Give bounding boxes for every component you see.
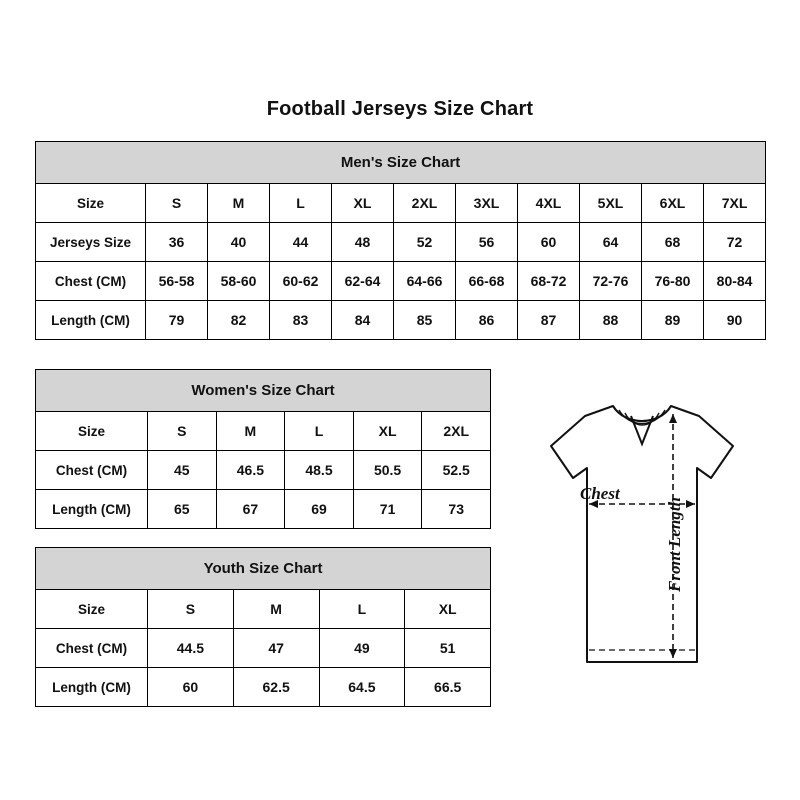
- table-row: [36, 629, 491, 668]
- cell: 64: [580, 223, 642, 262]
- table-row: [36, 223, 766, 262]
- column-header-l: L: [319, 590, 405, 629]
- cell: 83: [270, 301, 332, 340]
- column-header-m: M: [216, 412, 285, 451]
- cell: 48.5: [285, 451, 354, 490]
- cell: 51: [405, 629, 491, 668]
- column-header-4xl: 4XL: [518, 184, 580, 223]
- table-caption-row: [36, 142, 766, 184]
- column-header-xl: XL: [405, 590, 491, 629]
- row-label-length-cm: Length (CM): [36, 490, 148, 529]
- column-header-size: Size: [36, 184, 146, 223]
- cell: 90: [704, 301, 766, 340]
- table-header-row: [36, 412, 491, 451]
- youth-size-table: [35, 547, 491, 707]
- cell: 65: [148, 490, 217, 529]
- row-label-chest-cm: Chest (CM): [36, 629, 148, 668]
- table-caption-row: [36, 548, 491, 590]
- column-header-5xl: 5XL: [580, 184, 642, 223]
- cell: 46.5: [216, 451, 285, 490]
- cell: 45: [148, 451, 217, 490]
- cell: 68-72: [518, 262, 580, 301]
- cell: 66-68: [456, 262, 518, 301]
- table-row: [36, 668, 491, 707]
- front-length-measure-label: Front Length: [665, 497, 684, 592]
- cell: 60: [148, 668, 234, 707]
- column-header-size: Size: [36, 412, 148, 451]
- cell: 89: [642, 301, 704, 340]
- cell: 58-60: [208, 262, 270, 301]
- cell: 88: [580, 301, 642, 340]
- cell: 85: [394, 301, 456, 340]
- row-label-jerseys-size: Jerseys Size: [36, 223, 146, 262]
- cell: 80-84: [704, 262, 766, 301]
- cell: 52.5: [422, 451, 491, 490]
- table-row: [36, 490, 491, 529]
- cell: 64.5: [319, 668, 405, 707]
- cell: 64-66: [394, 262, 456, 301]
- column-header-6xl: 6XL: [642, 184, 704, 223]
- column-header-l: L: [270, 184, 332, 223]
- column-header-xl: XL: [332, 184, 394, 223]
- tshirt-outline-icon: [497, 400, 787, 690]
- table-header-row: [36, 590, 491, 629]
- cell: 52: [394, 223, 456, 262]
- cell: 56: [456, 223, 518, 262]
- womens-table-caption: Women's Size Chart: [36, 370, 491, 412]
- cell: 73: [422, 490, 491, 529]
- mens-size-table: [35, 141, 766, 340]
- cell: 49: [319, 629, 405, 668]
- column-header-m: M: [208, 184, 270, 223]
- column-header-m: M: [233, 590, 319, 629]
- page-title: Football Jerseys Size Chart: [266, 98, 534, 120]
- table-row: [36, 262, 766, 301]
- row-label-length-cm: Length (CM): [36, 301, 146, 340]
- column-header-s: S: [148, 590, 234, 629]
- column-header-s: S: [148, 412, 217, 451]
- cell: 62-64: [332, 262, 394, 301]
- cell: 69: [285, 490, 354, 529]
- cell: 86: [456, 301, 518, 340]
- cell: 72: [704, 223, 766, 262]
- cell: 82: [208, 301, 270, 340]
- column-header-2xl: 2XL: [422, 412, 491, 451]
- cell: 44.5: [148, 629, 234, 668]
- row-label-chest-cm: Chest (CM): [36, 262, 146, 301]
- cell: 71: [353, 490, 422, 529]
- youth-table-caption: Youth Size Chart: [36, 548, 491, 590]
- cell: 72-76: [580, 262, 642, 301]
- cell: 50.5: [353, 451, 422, 490]
- chest-measure-label: Chest: [580, 484, 620, 503]
- column-header-3xl: 3XL: [456, 184, 518, 223]
- cell: 67: [216, 490, 285, 529]
- cell: 87: [518, 301, 580, 340]
- cell: 47: [233, 629, 319, 668]
- row-label-chest-cm: Chest (CM): [36, 451, 148, 490]
- cell: 76-80: [642, 262, 704, 301]
- cell: 79: [146, 301, 208, 340]
- column-header-s: S: [146, 184, 208, 223]
- cell: 48: [332, 223, 394, 262]
- table-row: [36, 451, 491, 490]
- column-header-7xl: 7XL: [704, 184, 766, 223]
- table-row: [36, 301, 766, 340]
- cell: 66.5: [405, 668, 491, 707]
- cell: 62.5: [233, 668, 319, 707]
- cell: 40: [208, 223, 270, 262]
- column-header-xl: XL: [353, 412, 422, 451]
- table-header-row: [36, 184, 766, 223]
- column-header-l: L: [285, 412, 354, 451]
- cell: 60-62: [270, 262, 332, 301]
- cell: 44: [270, 223, 332, 262]
- womens-size-table: [35, 369, 491, 529]
- column-header-size: Size: [36, 590, 148, 629]
- column-header-2xl: 2XL: [394, 184, 456, 223]
- mens-table-caption: Men's Size Chart: [36, 142, 766, 184]
- cell: 56-58: [146, 262, 208, 301]
- table-caption-row: [36, 370, 491, 412]
- cell: 68: [642, 223, 704, 262]
- cell: 36: [146, 223, 208, 262]
- row-label-length-cm: Length (CM): [36, 668, 148, 707]
- cell: 84: [332, 301, 394, 340]
- cell: 60: [518, 223, 580, 262]
